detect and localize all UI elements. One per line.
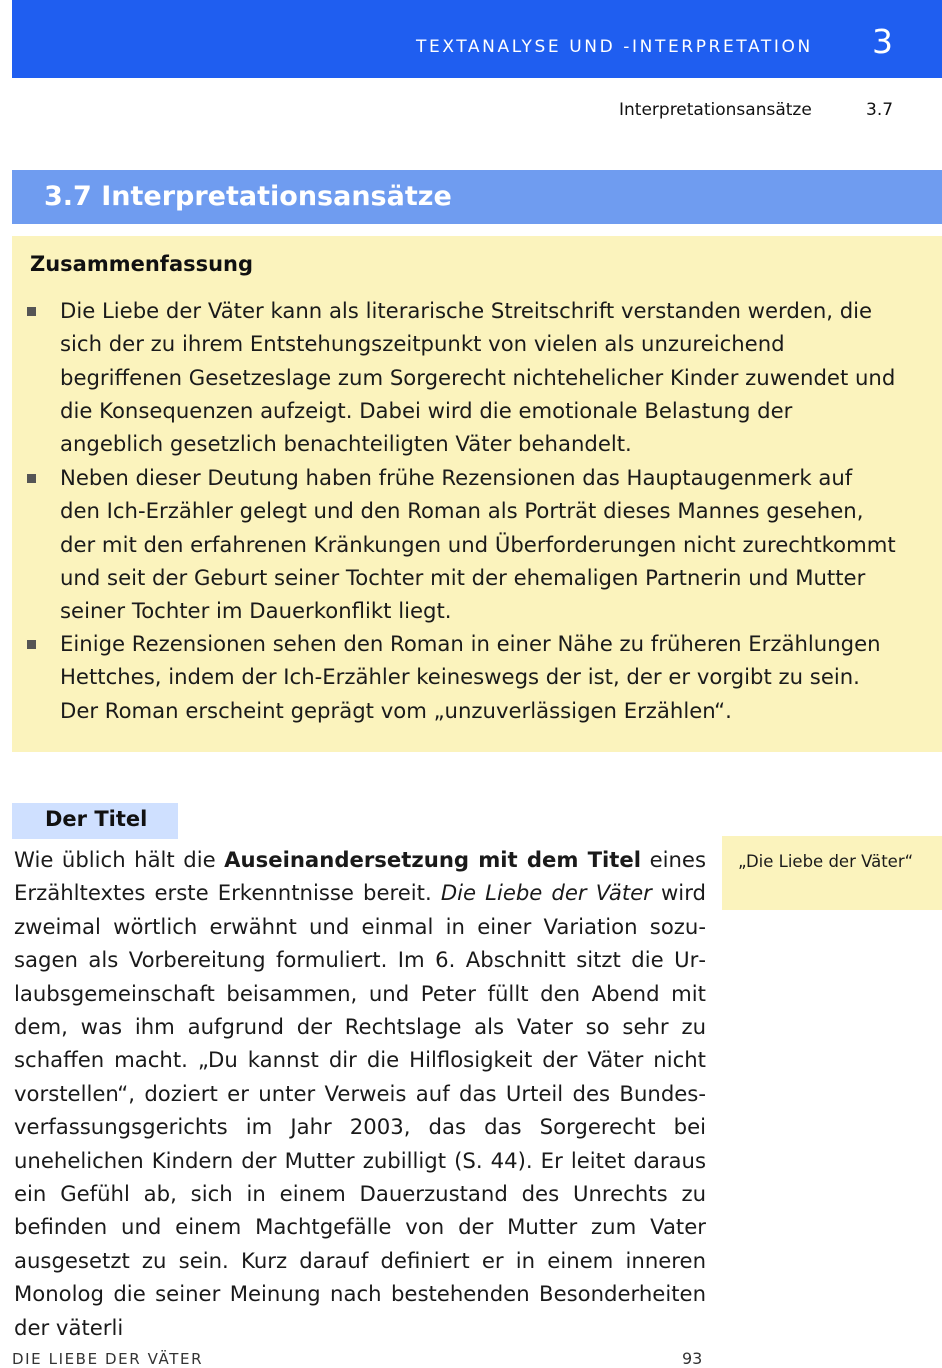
summary-bullet-text: Neben dieser Deutung haben frühe Rezensionen das Hauptaugenmerk auf den Ich-Erzähler gelegt und den Roman als Porträt dieses Mannes gesehen, der mit den erfahrenen Kränkungen und Überforderungen nicht zurechtkommt und seit der Geburt seiner Tochter mit der ehemaligen Partnerin und Mutter seiner Tochter im Dauerkonflikt liegt. xyxy=(60,465,896,624)
square-bullet-icon xyxy=(27,307,36,316)
paragraph-italic-title: Die Liebe der Väter xyxy=(440,880,652,906)
footer-page-number: 93 xyxy=(682,1349,703,1368)
running-title: Interpretationsansätze xyxy=(619,100,812,120)
square-bullet-icon xyxy=(27,474,36,483)
square-bullet-icon xyxy=(27,640,36,649)
summary-heading: Zusammenfassung xyxy=(30,252,254,276)
summary-bullet-text: Einige Rezensionen sehen den Roman in einer Nähe zu früheren Erzählungen Hettches, indem der Ich-Erzähler keineswegs der ist, der er vorgibt zu sein. Der Roman erscheint geprägt vom „unzuverlässigen Erzählen“. xyxy=(60,631,881,723)
section-title: 3.7 Interpretationsansätze xyxy=(44,181,452,212)
footer-book-title: DIE LIEBE DER VÄTER xyxy=(12,1350,204,1368)
paragraph-text: wird zweimal wörtlich erwähnt und einmal in einer Variation sozusagen als Vorbereitung formuliert. Im 6. Abschnitt sitzt die Urlaubsgemeinschaft beisammen, und Peter füllt den Abend mit dem, was ihm aufgrund der Rechtslage als Vater so sehr zu schaffen macht. „Du kannst dir die Hilflosigkeit der Väter nicht vorstellen“, doziert er unter Verweis auf das Urteil des Bundesverfassungsgerichts im Jahr 2003, das das Sorgerecht bei unehelichen Kindern der Mutter zubilligt (S. 44). Er leitet daraus ein Gefühl ab, sich in einem Dauerzustand des Unrechts zu befinden und einem Machtgefälle von der Mutter zum Vater ausgesetzt zu sein. Kurz darauf definiert er in einem inneren Monolog die seiner Meinung nach bestehenden Besonderheiten der väterli xyxy=(14,880,706,1340)
paragraph-text: eines Erzähltextes erste Erkenntnisse bereit. xyxy=(14,847,706,906)
margin-note-text: „Die Liebe der Väter“ xyxy=(738,852,914,871)
chapter-title: TEXTANALYSE UND -INTERPRETATION xyxy=(416,37,813,57)
body-paragraph xyxy=(14,843,706,1344)
running-section-number: 3.7 xyxy=(866,100,894,120)
chapter-number: 3 xyxy=(872,22,893,61)
paragraph-bold-term: Auseinandersetzung mit dem Titel xyxy=(224,847,642,872)
paragraph-text: Wie üblich hält die xyxy=(14,847,225,872)
summary-bullet-text: Die Liebe der Väter kann als literarische Streitschrift verstanden werden, die sich der zu ihrem Entstehungszeitpunkt von vielen als unzureichend begriffenen Gesetzeslage zum Sorgerecht nichtehelicher Kinder zuwendet und die Konsequenzen aufzeigt. Dabei wird die emotionale Belastung der angeblich gesetzlich benachteiligten Väter behandelt. xyxy=(60,298,896,457)
subheading-der-titel: Der Titel xyxy=(45,807,148,831)
